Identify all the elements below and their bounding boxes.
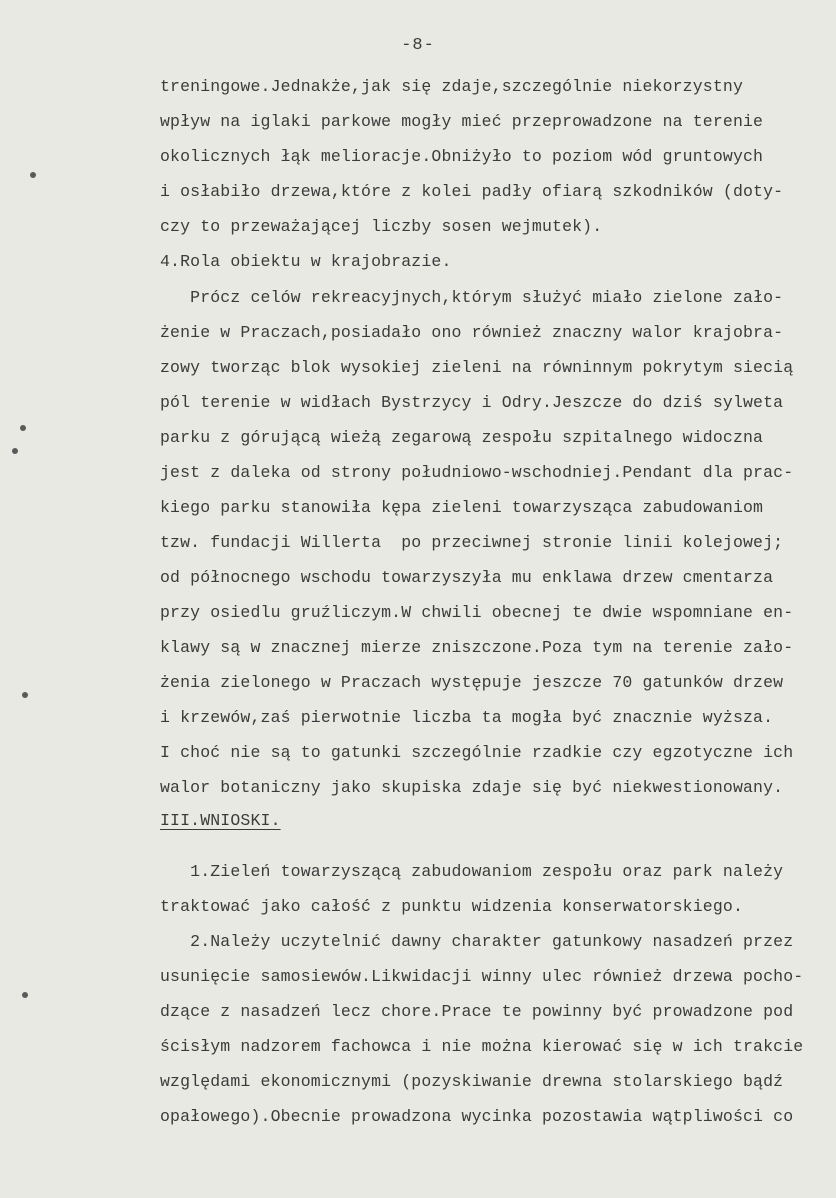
text-line: jest z daleka od strony południowo-wschodniej.Pendant dla prac- xyxy=(160,463,794,482)
text-line: klawy są w znacznej mierze zniszczone.Poza tym na terenie zało- xyxy=(160,638,794,657)
text-line: zowy tworząc blok wysokiej zieleni na równinnym pokrytym siecią xyxy=(160,358,794,377)
text-line: żenia zielonego w Praczach występuje jeszcze 70 gatunków drzew xyxy=(160,673,784,692)
text-line: i osłabiło drzewa,które z kolei padły ofiarą szkodników (doty- xyxy=(160,182,784,201)
punch-hole xyxy=(22,692,28,698)
punch-hole xyxy=(20,425,26,431)
text-line: kiego parku stanowiła kępa zieleni towarzysząca zabudowaniom xyxy=(160,498,764,517)
text-line: parku z górującą wieżą zegarową zespołu szpitalnego widoczna xyxy=(160,428,764,447)
text-line: i krzewów,zaś pierwotnie liczba ta mogła być znacznie wyższa. xyxy=(160,708,774,727)
text-line: pól terenie w widłach Bystrzycy i Odry.Jeszcze do dziś sylweta xyxy=(160,393,784,412)
text-line: usunięcie samosiewów.Likwidacji winny ulec również drzewa pocho- xyxy=(160,967,804,986)
page-number: -8- xyxy=(401,36,435,55)
text-line: od północnego wschodu towarzyszyła mu enklawa drzew cmentarza xyxy=(160,568,774,587)
section-heading-4: 4.Rola obiektu w krajobrazie. xyxy=(160,252,452,271)
text-line: czy to przeważającej liczby sosen wejmutek). xyxy=(160,217,603,236)
text-line: opałowego).Obecnie prowadzona wycinka pozostawia wątpliwości co xyxy=(160,1107,794,1126)
text-line: I choć nie są to gatunki szczególnie rzadkie czy egzotyczne ich xyxy=(160,743,794,762)
text-line: 2.Należy uczytelnić dawny charakter gatunkowy nasadzeń przez xyxy=(160,932,794,951)
text-line: żenie w Praczach,posiadało ono również znaczny walor krajobra- xyxy=(160,323,784,342)
text-line: 1.Zieleń towarzyszącą zabudowaniom zespołu oraz park należy xyxy=(160,862,784,881)
punch-hole xyxy=(30,172,36,178)
text-line: dzące z nasadzeń lecz chore.Prace te powinny być prowadzone pod xyxy=(160,1002,794,1021)
text-line: ścisłym nadzorem fachowca i nie można kierować się w ich trakcie xyxy=(160,1037,804,1056)
section-heading-wnioski: III.WNIOSKI. xyxy=(160,811,281,830)
text-line: traktować jako całość z punktu widzenia konserwatorskiego. xyxy=(160,897,743,916)
text-line: wpływ na iglaki parkowe mogły mieć przeprowadzone na terenie xyxy=(160,112,764,131)
punch-hole xyxy=(12,448,18,454)
text-line: tzw. fundacji Willerta po przeciwnej stronie linii kolejowej; xyxy=(160,533,784,552)
text-line: względami ekonomicznymi (pozyskiwanie drewna stolarskiego bądź xyxy=(160,1072,784,1091)
text-line: Prócz celów rekreacyjnych,którym służyć miało zielone zało- xyxy=(160,288,784,307)
text-line: okolicznych łąk melioracje.Obniżyło to poziom wód gruntowych xyxy=(160,147,764,166)
text-line: treningowe.Jednakże,jak się zdaje,szczególnie niekorzystny xyxy=(160,77,743,96)
text-line: walor botaniczny jako skupiska zdaje się być niekwestionowany. xyxy=(160,778,784,797)
punch-hole xyxy=(22,992,28,998)
text-line: przy osiedlu gruźliczym.W chwili obecnej te dwie wspomniane en- xyxy=(160,603,794,622)
